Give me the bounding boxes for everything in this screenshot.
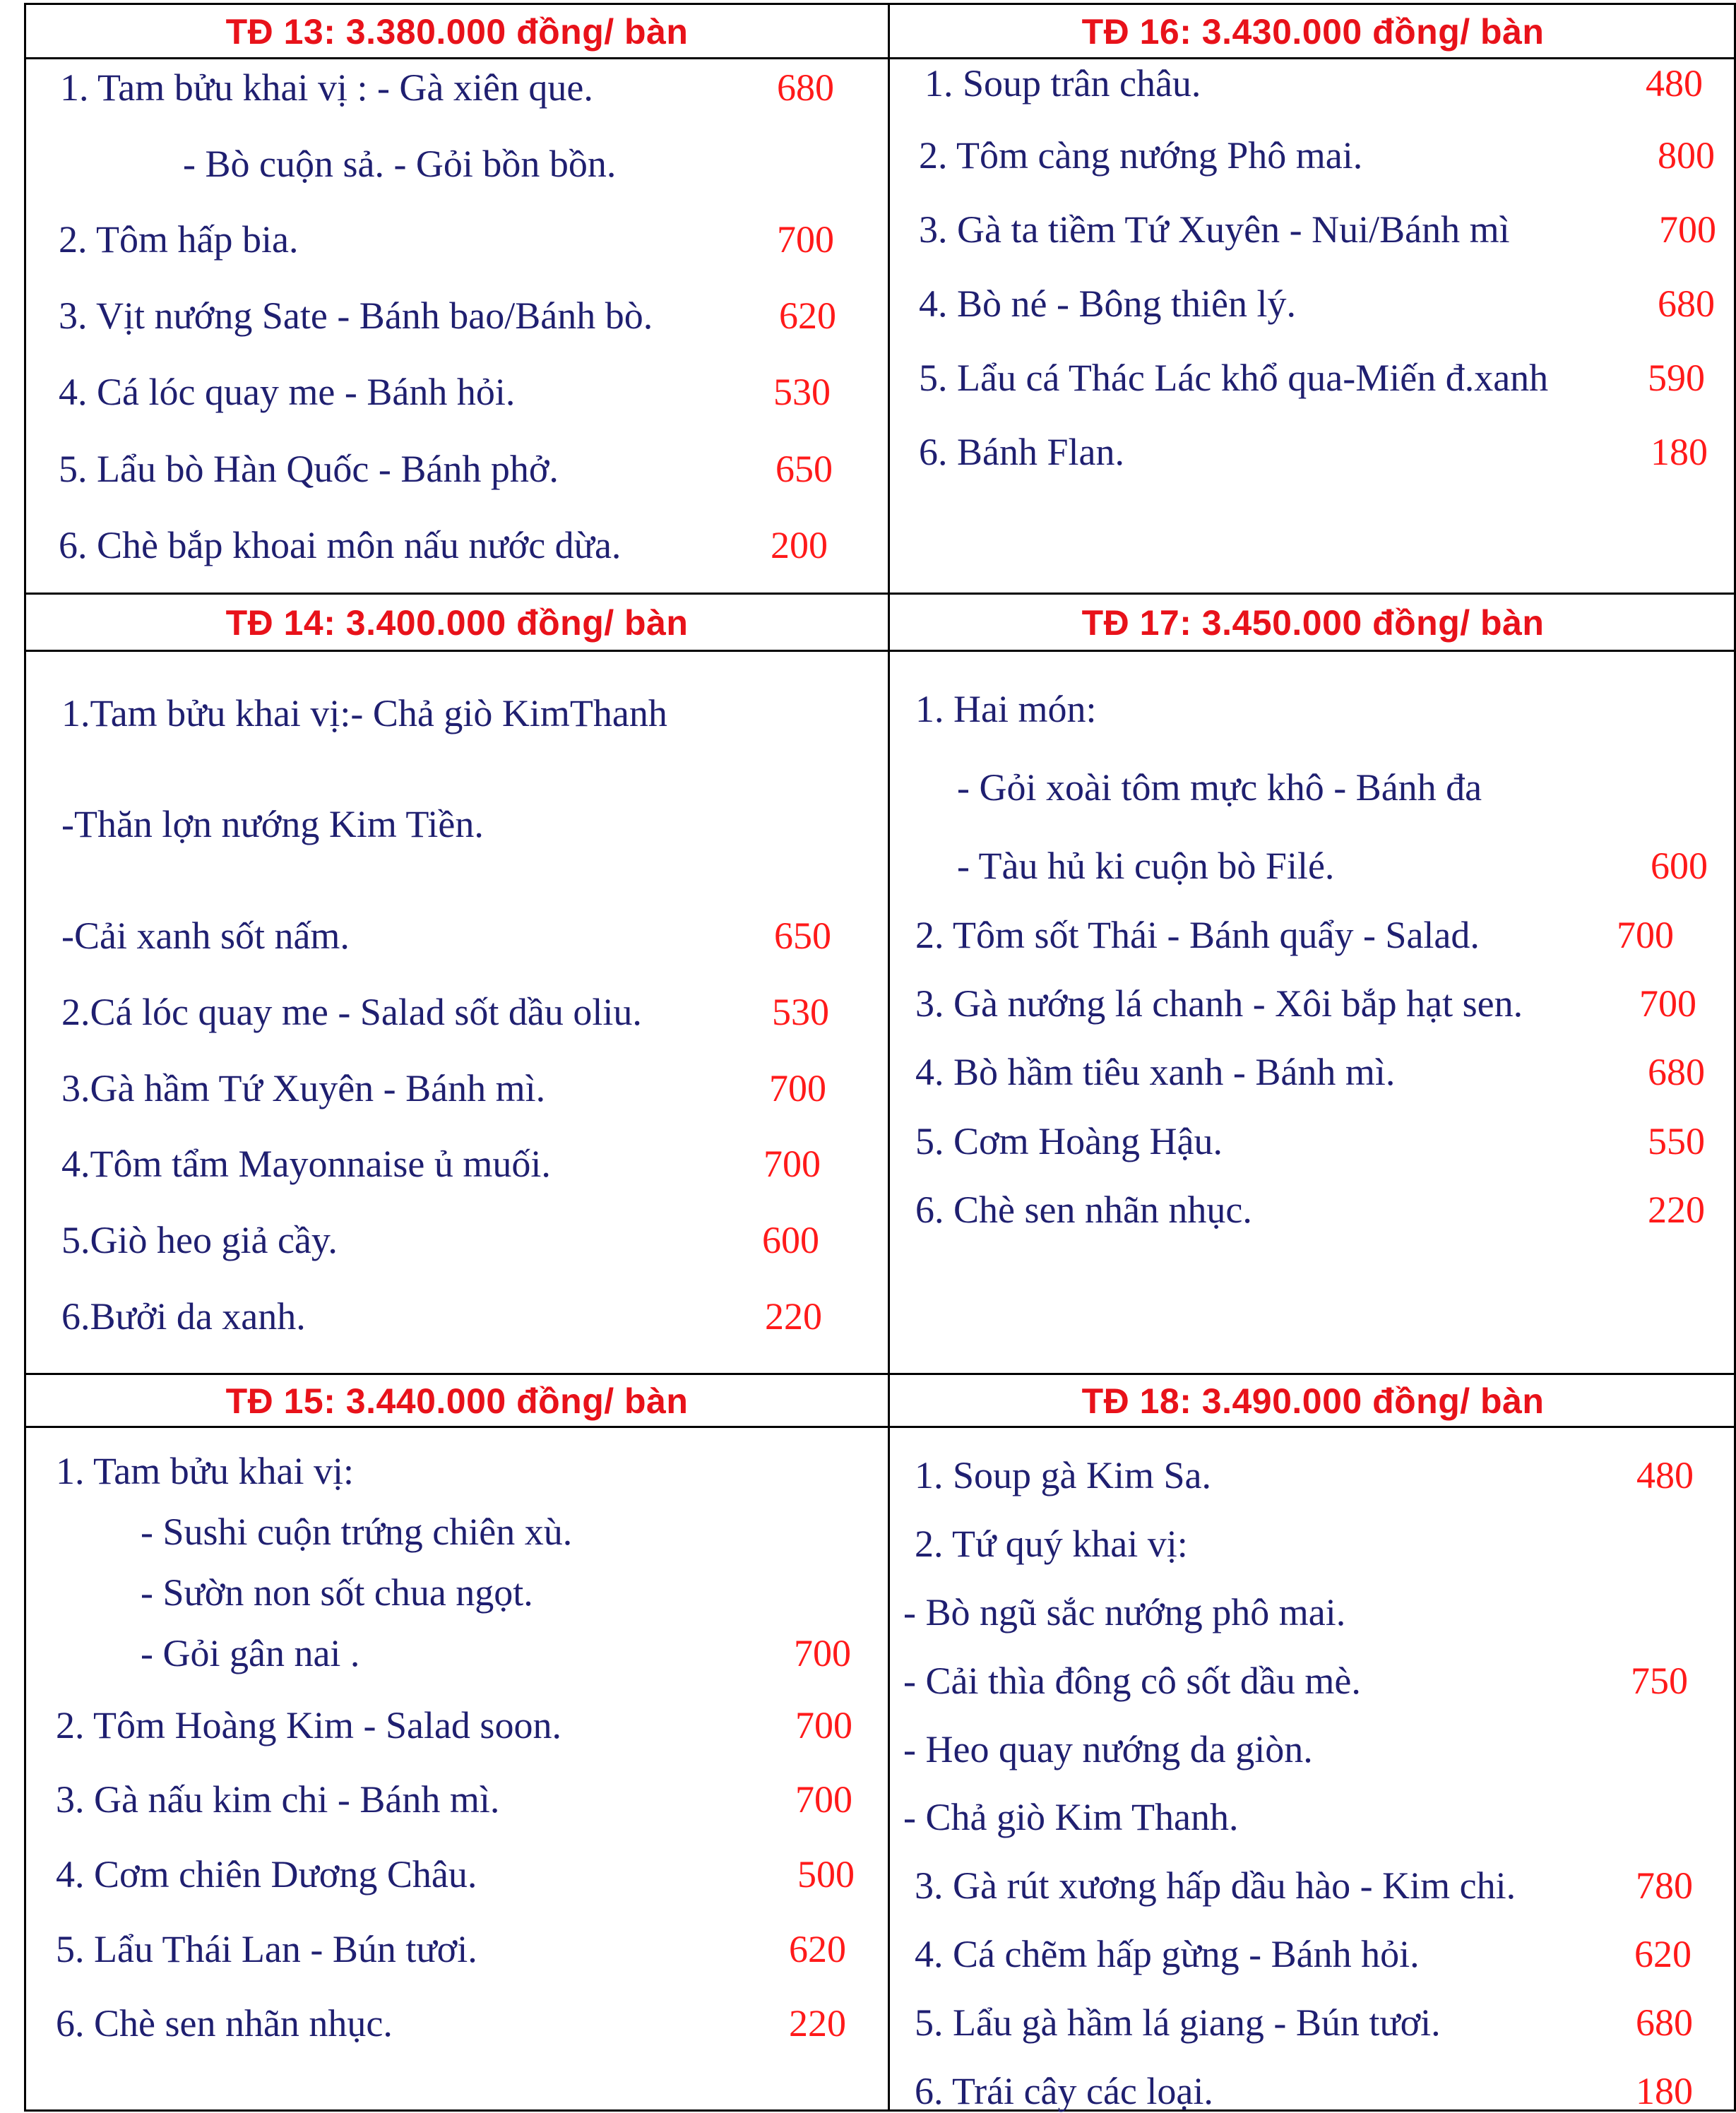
menu-item: 5. Lẩu cá Thác Lác khổ qua-Miến đ.xanh xyxy=(919,357,1549,399)
menu-item: 4. Bò hầm tiêu xanh - Bánh mì. xyxy=(915,1051,1396,1093)
menu-item: - Gỏi xoài tôm mực khô - Bánh đa xyxy=(957,766,1482,809)
menu-item: 3. Vịt nướng Sate - Bánh bao/Bánh bò. xyxy=(59,294,653,337)
menu-item: 5.Giò heo giả cầy. xyxy=(61,1219,338,1261)
menu-price: 700 xyxy=(794,1632,851,1674)
menu-item: 3. Gà nướng lá chanh - Xôi bắp hạt sen. xyxy=(915,982,1523,1025)
menu-item: 6.Bưởi da xanh. xyxy=(61,1295,306,1338)
menu-header-td13: TĐ 13: 3.380.000 đồng/ bàn xyxy=(225,12,689,52)
menu-item: 3. Gà rút xương hấp dầu hào - Kim chi. xyxy=(915,1864,1516,1907)
menu-price: 180 xyxy=(1651,431,1708,473)
menu-item: -Thăn lợn nướng Kim Tiền. xyxy=(61,803,484,845)
menu-item: - Gỏi gân nai . xyxy=(141,1632,360,1674)
menu-item: 6. Chè sen nhãn nhục. xyxy=(915,1189,1252,1231)
menu-item: - Bò cuộn sả. - Gỏi bồn bồn. xyxy=(183,143,617,185)
menu-item: 4. Bò né - Bông thiên lý. xyxy=(919,282,1296,325)
menu-item: 5. Lẩu bò Hàn Quốc - Bánh phở. xyxy=(59,448,559,490)
menu-item: 1.Tam bửu khai vị:- Chả giò KimThanh xyxy=(61,692,667,734)
menu-item: 1. Tam bửu khai vị: xyxy=(56,1450,354,1492)
menu-price: 800 xyxy=(1658,134,1715,177)
menu-item: - Bò ngũ sắc nướng phô mai. xyxy=(903,1591,1346,1633)
menu-item: 6. Chè sen nhãn nhục. xyxy=(56,2002,393,2044)
menu-item: 2. Tôm sốt Thái - Bánh quẩy - Salad. xyxy=(915,914,1480,956)
menu-price: 220 xyxy=(789,2002,846,2044)
menu-price: 750 xyxy=(1631,1660,1688,1702)
menu-price: 620 xyxy=(1634,1933,1692,1975)
menu-price: 220 xyxy=(765,1295,822,1338)
menu-item: 4. Cơm chiên Dương Châu. xyxy=(56,1853,477,1895)
menu-price: 530 xyxy=(773,371,831,413)
menu-price: 590 xyxy=(1648,357,1705,399)
menu-item: 4. Cá chẽm hấp gừng - Bánh hỏi. xyxy=(915,1933,1420,1975)
menu-item: -Cải xanh sốt nấm. xyxy=(61,915,350,957)
menu-price: 700 xyxy=(769,1067,826,1109)
menu-price: 700 xyxy=(1639,982,1696,1025)
menu-price: 780 xyxy=(1636,1864,1693,1907)
column-divider xyxy=(888,5,890,2109)
menu-item: 4. Cá lóc quay me - Bánh hỏi. xyxy=(59,371,516,413)
menu-price: 600 xyxy=(1651,845,1708,887)
menu-item: 1. Soup trân châu. xyxy=(925,62,1201,105)
menu-item: - Tàu hủ ki cuộn bò Filé. xyxy=(957,845,1335,887)
menu-item: 5. Cơm Hoàng Hậu. xyxy=(915,1120,1223,1162)
menu-item: - Heo quay nướng da giòn. xyxy=(903,1728,1313,1770)
menu-item: 3. Gà nấu kim chi - Bánh mì. xyxy=(56,1778,500,1821)
menu-price: 650 xyxy=(775,448,833,490)
menu-item: - Sườn non sốt chua ngọt. xyxy=(141,1571,533,1614)
menu-item: 4.Tôm tẩm Mayonnaise ủ muối. xyxy=(61,1143,551,1185)
menu-item: 1. Tam bửu khai vị : - Gà xiên que. xyxy=(60,66,593,109)
menu-item: 2.Cá lóc quay me - Salad sốt dầu oliu. xyxy=(61,991,642,1033)
row-divider xyxy=(26,593,1734,595)
menu-grid xyxy=(24,3,1736,2112)
menu-price: 680 xyxy=(1648,1051,1705,1093)
menu-price: 480 xyxy=(1646,62,1703,105)
menu-price: 620 xyxy=(779,294,836,337)
menu-price: 180 xyxy=(1636,2070,1693,2112)
menu-price: 480 xyxy=(1636,1454,1694,1496)
menu-price: 680 xyxy=(1658,282,1715,325)
menu-price: 700 xyxy=(777,218,834,261)
menu-item: - Cải thìa đông cô sốt dầu mè. xyxy=(903,1660,1361,1702)
menu-price: 700 xyxy=(763,1143,821,1185)
row-divider xyxy=(26,57,1734,59)
menu-item: 2. Tứ quý khai vị: xyxy=(915,1523,1188,1565)
menu-price: 700 xyxy=(1617,914,1674,956)
menu-item: 2. Tôm Hoàng Kim - Salad soon. xyxy=(56,1704,561,1746)
menu-item: 5. Lẩu gà hầm lá giang - Bún tươi. xyxy=(915,2001,1441,2044)
menu-header-td15: TĐ 15: 3.440.000 đồng/ bàn xyxy=(225,1381,689,1421)
menu-item: 1. Hai món: xyxy=(915,688,1097,730)
menu-item: 6. Trái cây các loại. xyxy=(915,2070,1213,2112)
menu-item: 3.Gà hầm Tứ Xuyên - Bánh mì. xyxy=(61,1067,546,1109)
menu-price: 500 xyxy=(797,1853,855,1895)
menu-item: - Chả giò Kim Thanh. xyxy=(903,1796,1239,1838)
menu-price: 700 xyxy=(795,1778,852,1821)
menu-item: 2. Tôm càng nướng Phô mai. xyxy=(919,134,1363,177)
menu-item: - Sushi cuộn trứng chiên xù. xyxy=(141,1511,573,1553)
menu-price: 200 xyxy=(771,524,828,566)
menu-item: 2. Tôm hấp bia. xyxy=(59,218,299,261)
menu-price: 700 xyxy=(795,1704,852,1746)
row-divider xyxy=(26,1373,1734,1375)
row-divider xyxy=(26,650,1734,652)
menu-item: 3. Gà ta tiềm Tứ Xuyên - Nui/Bánh mì xyxy=(919,208,1510,251)
menu-item: 6. Bánh Flan. xyxy=(919,431,1124,473)
menu-price: 220 xyxy=(1648,1189,1705,1231)
menu-header-td17: TĐ 17: 3.450.000 đồng/ bàn xyxy=(1081,603,1545,643)
menu-price: 550 xyxy=(1648,1120,1705,1162)
menu-header-td14: TĐ 14: 3.400.000 đồng/ bàn xyxy=(225,603,689,643)
menu-price: 650 xyxy=(774,915,831,957)
menu-price: 680 xyxy=(777,66,834,109)
menu-price: 600 xyxy=(762,1219,819,1261)
menu-header-td16: TĐ 16: 3.430.000 đồng/ bàn xyxy=(1081,12,1545,52)
menu-item: 5. Lẩu Thái Lan - Bún tươi. xyxy=(56,1928,477,1970)
menu-price: 680 xyxy=(1636,2001,1693,2044)
menu-item: 1. Soup gà Kim Sa. xyxy=(915,1454,1212,1496)
menu-item: 6. Chè bắp khoai môn nấu nước dừa. xyxy=(59,524,622,566)
menu-price: 620 xyxy=(789,1928,846,1970)
menu-header-td18: TĐ 18: 3.490.000 đồng/ bàn xyxy=(1081,1381,1545,1421)
menu-price: 530 xyxy=(772,991,829,1033)
menu-price: 700 xyxy=(1659,208,1716,251)
